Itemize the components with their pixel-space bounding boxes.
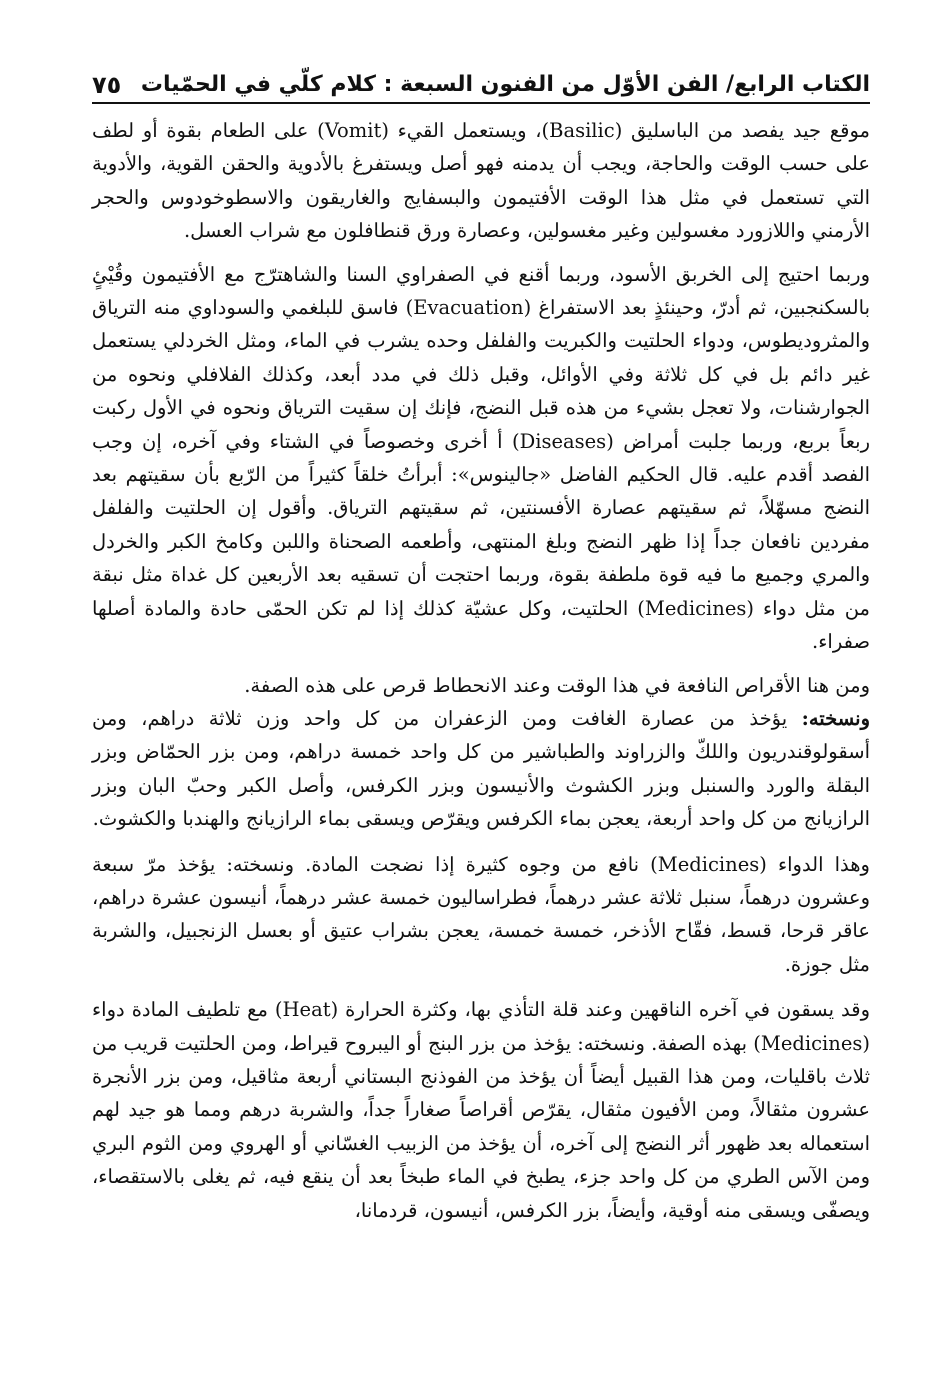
paragraph-3-recipe-text: يؤخذ من عصارة الغافت ومن الزعفران من كل واحد وزن ثلاثة دراهم، ومن أسقولوقندريون واللكّ والزراوند والطباشير من كل واحد خمسة دراهم، ومن بزر الحمّاض وبزر البقلة والورد والسنبل وبزر الكشوث والأنيسون وبزر الكرفس، وأصل الكبر وحبّ البان وبزر الرازيانج من كل واحد أربعة، يعجن بماء الكرفس ويقرّص ويسقى بماء الرازيانج والهندبا والكشوث.: [92, 706, 870, 831]
paragraph-5-text: وقد يسقون في آخره الناقهين وعند قلة التأذي بها، وكثرة الحرارة (Heat) مع تلطيف المادة دواء (Medicines) بهذه الصفة. ونسخته: يؤخذ من بزر البنج أو اليبروح قيراط، ومن الحلتيت قريب من ثلاث باقليات، ومن هذا القبيل أيضاً أن يؤخذ من الفوذنج البستاني أربعة مثاقيل، ومن بزر الأنجرة عشرون مثقالاً، ومن الأفيون مثقال، يقرّص أقراصاً صغاراً جداً، والشربة درهم ومما هو جيد لهم استعماله بعد ظهور أثر النضج إلى آخره، أن يؤخذ من الزبيب الغسّاني أو الهروي ومن الثوم البري ومن الآس الطري من كل واحد جزء، يطبخ في الماء طبخاً بعد أن ينقع فيه، ثم يغلى بالاستقصاء، ويصفّى ويسقى منه أوقية، وأيضاً، بزر الكرفس، أنيسون، قردمانا،: [92, 998, 870, 1222]
chapter-title: الكتاب الرابع/ الفن الأوّل من الفنون السبعة : كلام كلّي في الحمّيات: [140, 72, 870, 97]
paragraph-2: [92, 258, 870, 659]
paragraph-1-text: موقع جيد يفصد من الباسليق (Basilic)، ويستعمل القيء (Vomit) على الطعام بقوة أو لطف على حسب الوقت والحاجة، ويجب أن يدمنه فهو أصل ويستفرغ بالأدوية والحقن القوية، والأدوية التي تستعمل في مثل هذا الوقت الأفتيمون والبسفايج والغاريقون والاسطوخودوس والحجر الأرمني واللازورد مغسولين وغير مغسولين، وعصارة ورق قنطافلون مع شراب العسل.: [92, 119, 870, 243]
paragraph-5: [92, 993, 870, 1227]
running-header: [92, 52, 870, 100]
paragraph-4: [92, 848, 870, 982]
body-text: [92, 114, 870, 1239]
paragraph-3-text: ومن هنا الأقراص النافعة في هذا الوقت وعند الانحطاط قرص على هذه الصفة.: [244, 673, 870, 697]
paragraph-4-text: وهذا الدواء (Medicines) نافع من وجوه كثيرة إذا نضجت المادة. ونسخته: يؤخذ مرّ سبعة وعشرون درهماً، سنبل ثلاثة عشر درهماً، فطراساليون خمسة عشر درهماً، أنيسون عشرة دراهم، عاقر قرحا، قسط، فقّاح الأذخر، خمسة خمسة، يعجن بشراب عتيق أو بعسل الزنجبيل، والشربة مثل جوزة.: [92, 852, 870, 976]
recipe-label: ونسخته:: [801, 706, 870, 730]
paragraph-3: [92, 669, 870, 836]
paragraph-1: [92, 114, 870, 248]
paragraph-2-text: وربما احتيج إلى الخربق الأسود، وربما أقنع في الصفراوي السنا والشاهترّج مع الأفتيمون وقُيْئٍ بالسكنجبين، ثم أدرّ، وحينئذٍ بعد الاستفراغ (Evacuation) فاسق للبلغمي والسوداوي منه الترياق والمثروديطوس، ودواء الحلتيت والكبريت والفلفل وحده يشرب في الماء، ومثل الخردلي يستعمل غير دائم بل في كل ثلاثة وفي الأوائل، وقبل ذلك في مدد أبعد، وكذلك الفلافلي ونحوه من الجوارشنات، ولا تعجل بشيء من هذه قبل النضج، فإنك إن سقيت الترياق ونحوه في الأول ركبت ربعاً بربع، وربما جلبت أمراض (Diseases) أ أخرى وخصوصاً في الشتاء وفي آخره، إن وجب الفصد أقدم عليه. قال الحكيم الفاضل «جالينوس»: أبرأتُ خلقاً كثيراً من الرّبع بأن سقيتهم بعد النضج مسهّلاً، ثم سقيتهم عصارة الأفسنتين، ثم سقيتهم الترياق. وأقول إن الحلتيت والفلفل مفردين نافعان جداً إذا ظهر النضج وبلغ المنتهى، وأطعمه الصحناة واللبن وكامخ الكبر والخردل والمري وجميع ما فيه قوة ملطفة بقوة، وربما احتجت أن تسقيه بعد الأربعين كل غداة مثل نبقة من مثل دواء (Medicines) الحلتيت، وكل عشيّة كذلك إذا لم تكن الحمّى حادة والمادة أصلها صفراء.: [92, 262, 871, 654]
header-rule: [92, 102, 870, 104]
page-number: ٧٥: [92, 71, 122, 99]
